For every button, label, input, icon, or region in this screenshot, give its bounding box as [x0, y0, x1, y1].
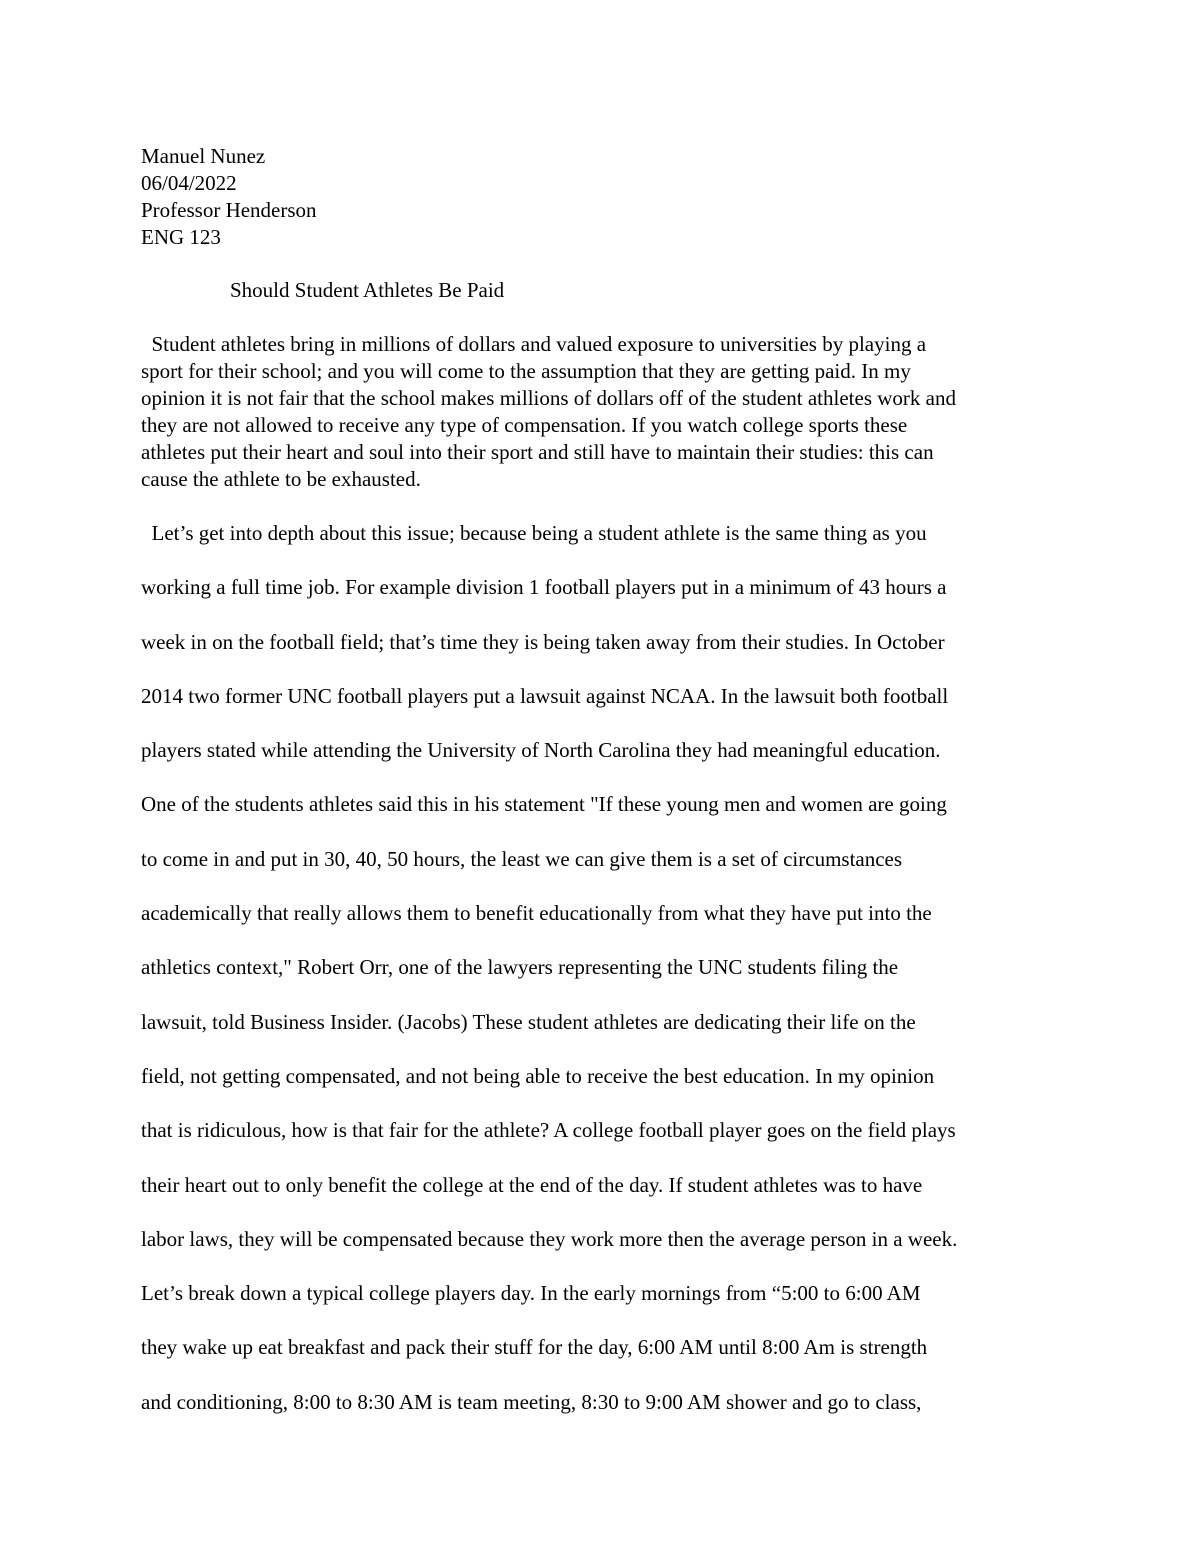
paragraph-line: that is ridiculous, how is that fair for the athlete? A college football player goes on the field plays	[141, 1118, 956, 1143]
paragraph-line: Let’s break down a typical college players day. In the early mornings from “5:00 to 6:00 AM	[141, 1281, 921, 1306]
paragraph-line: athletics context," Robert Orr, one of the lawyers representing the UNC students filing the	[141, 955, 899, 980]
paragraph-line: athletes put their heart and soul into their sport and still have to maintain their studies: this can	[141, 440, 934, 464]
paragraph-line: One of the students athletes said this in his statement "If these young men and women are going	[141, 792, 947, 817]
paragraph-line: Student athletes bring in millions of dollars and valued exposure to universities by playing a	[141, 332, 927, 356]
paragraph-line: sport for their school; and you will come to the assumption that they are getting paid. In my	[141, 359, 911, 383]
paragraph-line: week in on the football field; that’s time they is being taken away from their studies. In October	[141, 629, 945, 654]
paragraph-line: lawsuit, told Business Insider. (Jacobs) These student athletes are dedicating their life on the	[141, 1009, 916, 1034]
paragraph-line: they are not allowed to receive any type of compensation. If you watch college sports these	[141, 413, 908, 437]
paragraph-line: opinion it is not fair that the school makes millions of dollars off of the student athletes work and	[141, 386, 956, 410]
paragraph-2	[141, 517, 1061, 1440]
paragraph-line: they wake up eat breakfast and pack their stuff for the day, 6:00 AM until 8:00 Am is strength	[141, 1335, 928, 1360]
paragraph-line: and conditioning, 8:00 to 8:30 AM is team meeting, 8:30 to 9:00 AM shower and go to class,	[141, 1389, 922, 1414]
paragraph-line: labor laws, they will be compensated because they work more then the average person in a week.	[141, 1226, 958, 1251]
essay-title: Should Student Athletes Be Paid	[230, 278, 505, 302]
paragraph-line: Let’s get into depth about this issue; because being a student athlete is the same thing as you	[141, 521, 927, 545]
professor-name: Professor Henderson	[141, 198, 317, 222]
course-code: ENG 123	[141, 225, 221, 249]
author-name: Manuel Nunez	[141, 144, 266, 168]
paragraph-line: working a full time job. For example division 1 football players put in a minimum of 43 hours a	[141, 575, 947, 600]
paragraph-line: players stated while attending the University of North Carolina they had meaningful education.	[141, 738, 941, 763]
paragraph-line: to come in and put in 30, 40, 50 hours, the least we can give them is a set of circumstances	[141, 846, 903, 871]
paragraph-line: 2014 two former UNC football players put a lawsuit against NCAA. In the lawsuit both football	[141, 683, 949, 708]
paragraph-1	[141, 331, 1061, 493]
paragraph-line: cause the athlete to be exhausted.	[141, 467, 421, 491]
paragraph-line: field, not getting compensated, and not being able to receive the best education. In my opinion	[141, 1063, 935, 1088]
essay-date: 06/04/2022	[141, 171, 237, 195]
paragraph-line: academically that really allows them to benefit educationally from what they have put into the	[141, 901, 932, 926]
paragraph-line: their heart out to only benefit the college at the end of the day. If student athletes was to have	[141, 1172, 923, 1197]
